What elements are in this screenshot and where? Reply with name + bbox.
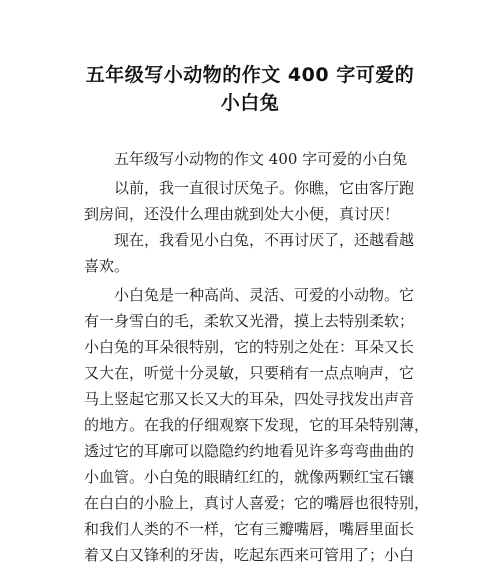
paragraph-line: 现在，我看见小白兔，不再讨厌了，还越看越 <box>84 231 415 249</box>
paragraph-line: 和我们人类的不一样，它有三瓣嘴唇，嘴唇里面长 <box>84 520 415 538</box>
paragraph-line: 着又白又锋利的牙齿，吃起东西来可管用了；小白 <box>84 546 415 564</box>
paragraph-line: 小血管。小白兔的眼睛红红的，就像两颗红宝石镶 <box>84 468 415 486</box>
paragraph-line: 以前，我一直很讨厌兔子。你瞧，它由客厅跑 <box>84 179 415 197</box>
document-title-line-1: 五年级写小动物的作文 400 字可爱的 <box>85 64 415 86</box>
paragraph-line: 小白兔的耳朵很特别，它的特别之处在：耳朵又长 <box>84 338 415 356</box>
paragraph-line: 到房间，还没什么理由就到处大小便，真讨厌！ <box>84 205 400 223</box>
paragraph-line: 小白兔是一种高尚、灵活、可爱的小动物。它 <box>84 286 415 304</box>
paragraph-line: 又大在，听觉十分灵敏，只要稍有一点点响声，它 <box>84 364 415 382</box>
paragraph-line: 透过它的耳廓可以隐隐约约地看见许多弯弯曲曲的 <box>84 442 415 460</box>
paragraph-line: 马上竖起它那又长又大的耳朵，四处寻找发出声音 <box>84 390 415 408</box>
paragraph-line: 有一身雪白的毛，柔软又光滑，摸上去特别柔软； <box>84 312 415 330</box>
paragraph-line: 的地方。在我的仔细观察下发现，它的耳朵特别薄， <box>84 416 430 434</box>
paragraph-line: 在白白的小脸上，真讨人喜爱；它的嘴唇也很特别， <box>84 494 430 512</box>
document-title-line-2: 小白兔 <box>220 92 280 114</box>
paragraph-line: 喜欢。 <box>84 257 130 275</box>
paragraph-line: 五年级写小动物的作文 400 字可爱的小白兔 <box>84 150 408 168</box>
